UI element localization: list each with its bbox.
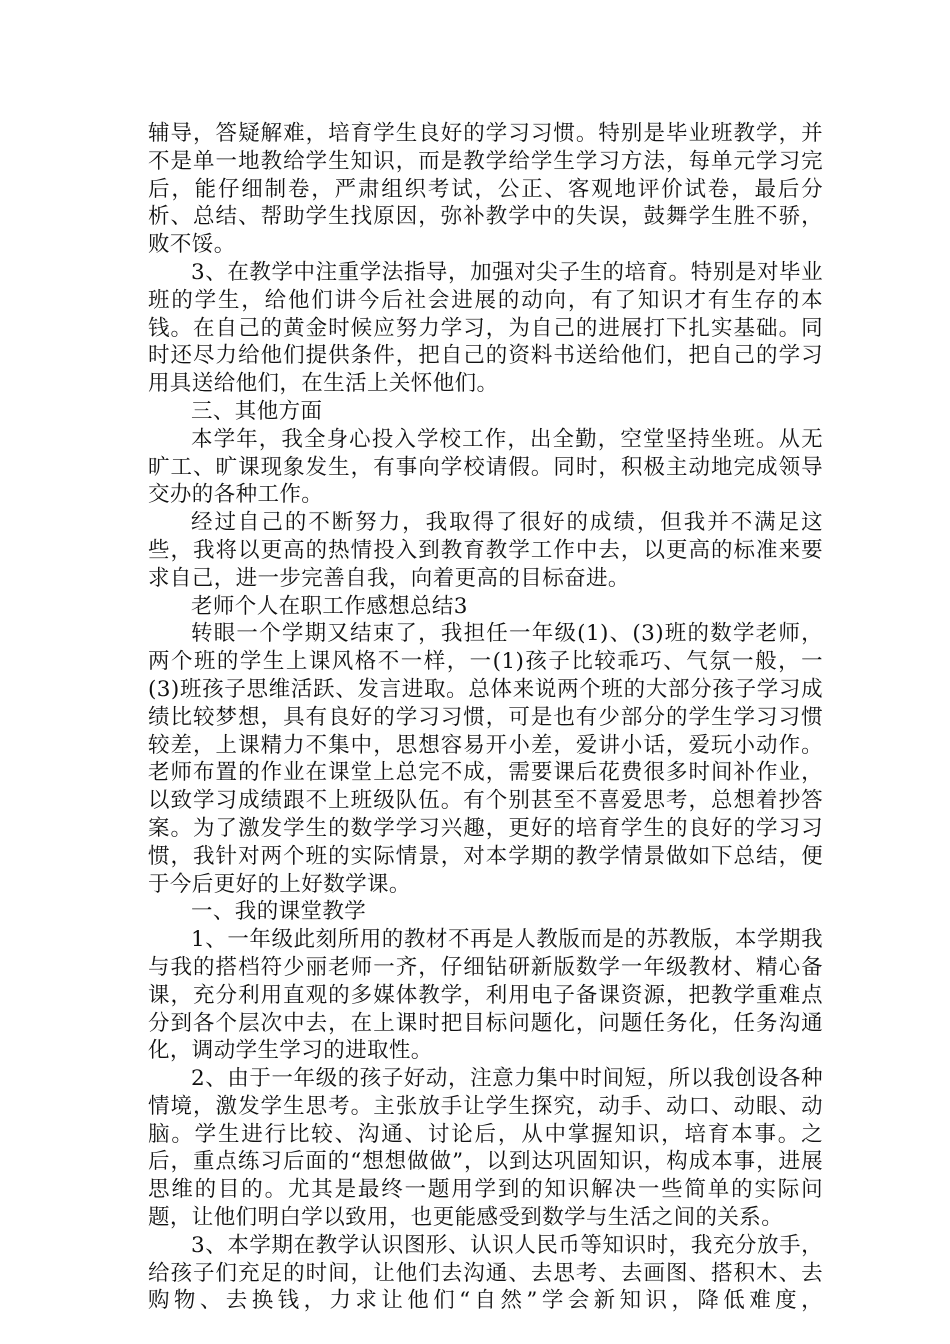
paragraph: 本学年，我全身心投入学校工作，出全勤，空堂坚持坐班。从无旷工、旷课现象发生，有事向学校请假。同时，积极主动地完成领导交办的各种工作。 [148,426,823,508]
section-heading: 三、其他方面 [191,398,323,424]
paragraph: 转眼一个学期又结束了，我担任一年级(1)、(3)班的数学老师，两个班的学生上课风格不一样，一(1)孩子比较乖巧、气氛一般，一(3)班孩子思维活跃、发言进取。总体来说两个班的大部分孩子学习成绩比较梦想，具有良好的学习习惯，可是也有少部分的学生学习习惯较差，上课精力不集中，思想容易开小差，爱讲小话，爱玩小动作。老师布置的作业在课堂上总完不成，需要课后花费很多时间补作业，以致学习成绩跟不上班级队伍。有个别甚至不喜爱思考，总想着抄答案。为了激发学生的数学学习兴趣，更好的培育学生的良好的学习习惯，我针对两个班的实际情景，对本学期的教学情景做如下总结，便于今后更好的上好数学课。 [148,621,823,897]
paragraph: 辅导，答疑解难，培育学生良好的学习习惯。特别是毕业班教学，并不是单一地教给学生知识，而是教学给学生学习方法，每单元学习完后，能仔细制卷，严肃组织考试，公正、客观地评价试卷，最后分析、总结、帮助学生找原因，弥补教学中的失误，鼓舞学生胜不骄，败不馁。 [148,121,823,258]
paragraph: 经过自己的不断努力，我取得了很好的成绩，但我并不满足这些，我将以更高的热情投入到教育教学工作中去，以更高的标准来要求自己，进一步完善自我，向着更高的目标奋进。 [148,510,823,591]
paragraph: 3、本学期在教学认识图形、认识人民币等知识时，我充分放手，给孩子们充足的时间，让他们去沟通、去思考、去画图、搭积木、去购物、去换钱，力求让他们“自然”学会新知识，降低难度， [148,1232,823,1314]
article-title: 老师个人在职工作感想总结3 [191,593,468,619]
document-body [148,120,823,1315]
paragraph: 2、由于一年级的孩子好动，注意力集中时间短，所以我创设各种情境，激发学生思考。主张放手让学生探究，动手、动口、动眼、动脑。学生进行比较、沟通、讨论后，从中掌握知识，培育本事。之后，重点练习后面的“想想做做”，以到达巩固知识，构成本事，进展思维的目的。尤其是最终一题用学到的知识解决一些简单的实际问题，让他们明白学以致用，也更能感受到数学与生活之间的关系。 [148,1066,823,1231]
paragraph: 3、在教学中注重学法指导，加强对尖子生的培育。特别是对毕业班的学生，给他们讲今后社会进展的动向，有了知识才有生存的本钱。在自己的黄金时候应努力学习，为自己的进展打下扎实基础。同时还尽力给他们提供条件，把自己的资料书送给他们，把自己的学习用具送给他们，在生活上关怀他们。 [148,259,823,397]
paragraph: 1、一年级此刻所用的教材不再是人教版而是的苏教版，本学期我与我的搭档符少丽老师一齐，仔细钻研新版数学一年级教材、精心备课，充分利用直观的多媒体教学，利用电子备课资源，把教学重难点分到各个层次中去，在上课时把目标问题化，问题任务化，任务沟通化，调动学生学习的进取性。 [148,927,823,1064]
section-heading: 一、我的课堂教学 [191,899,367,925]
